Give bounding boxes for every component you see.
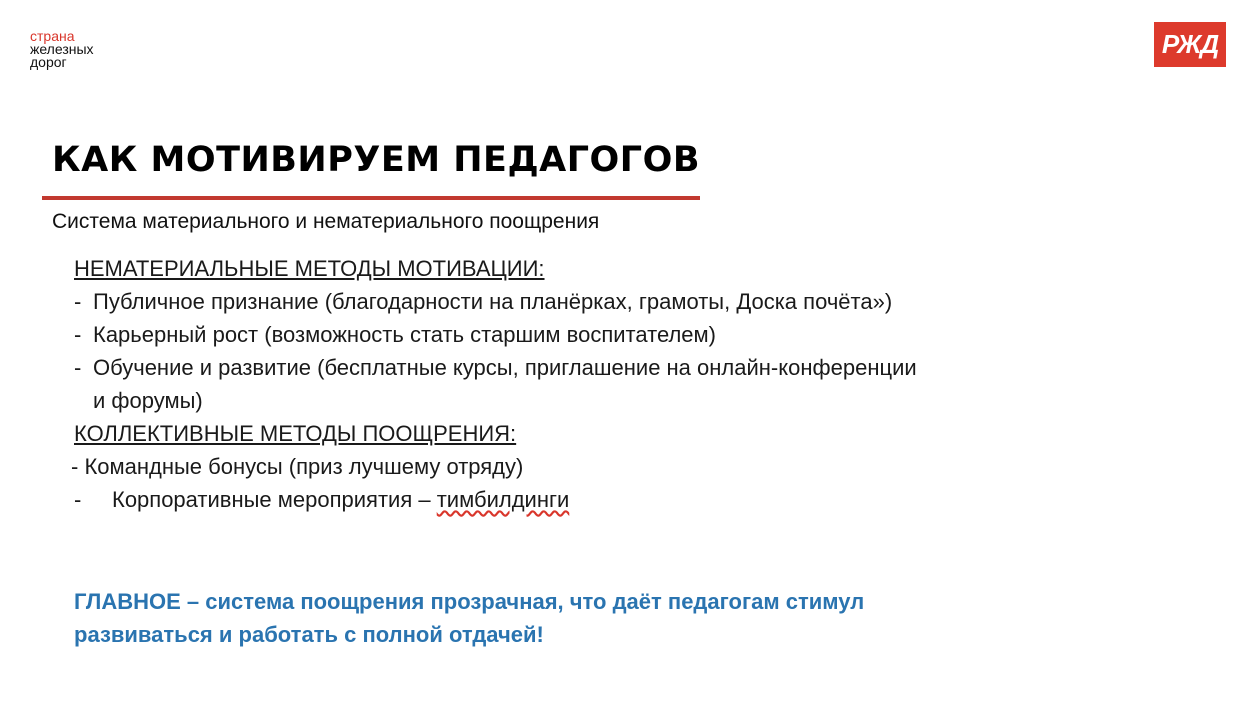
title-underline	[42, 196, 700, 200]
list-item	[74, 318, 934, 351]
spellcheck-word: тимбилдинги	[436, 487, 570, 512]
brand-line-2: железных	[30, 41, 94, 57]
bullet-dash: -	[74, 289, 82, 314]
brand-line-1: страна	[30, 28, 75, 44]
bullet-dash: -	[74, 487, 82, 512]
list-item	[74, 483, 934, 516]
rzd-logo	[1154, 22, 1226, 67]
slide-subtitle: Система материального и нематериального поощрения	[52, 210, 600, 233]
list-item-text	[112, 483, 569, 516]
conclusion-text: ГЛАВНОЕ – система поощрения прозрачная, что даёт педагогам стимул развиваться и работать с полной отдачей!	[74, 589, 865, 647]
section-heading-collective: КОЛЛЕКТИВНЫЕ МЕТОДЫ ПООЩРЕНИЯ:	[74, 421, 517, 446]
list-item: - Командные бонусы (приз лучшему отряду)	[71, 454, 524, 479]
list-item	[74, 285, 934, 318]
list-item-text: Карьерный рост (возможность стать старшим воспитателем)	[93, 322, 716, 347]
brand-line-3: дорог	[30, 54, 67, 70]
list-item-prefix: Корпоративные мероприятия –	[112, 487, 437, 512]
bullet-dash: -	[74, 322, 82, 347]
brand-logo-text	[30, 30, 94, 69]
list-item-text: Публичное признание (благодарности на планёрках, грамоты, Доска почёта»)	[93, 289, 893, 314]
list-item-text: Обучение и развитие (бесплатные курсы, приглашение на онлайн-конференции и форумы)	[93, 355, 917, 413]
list-item	[74, 351, 934, 417]
slide-title: КАК МОТИВИРУЕМ ПЕДАГОГОВ	[52, 140, 701, 180]
slide-content	[71, 252, 934, 516]
bullet-dash: -	[74, 355, 82, 380]
rzd-logo-text: РЖД	[1161, 29, 1219, 59]
section-heading-nonmaterial: НЕМАТЕРИАЛЬНЫЕ МЕТОДЫ МОТИВАЦИИ:	[74, 256, 545, 281]
